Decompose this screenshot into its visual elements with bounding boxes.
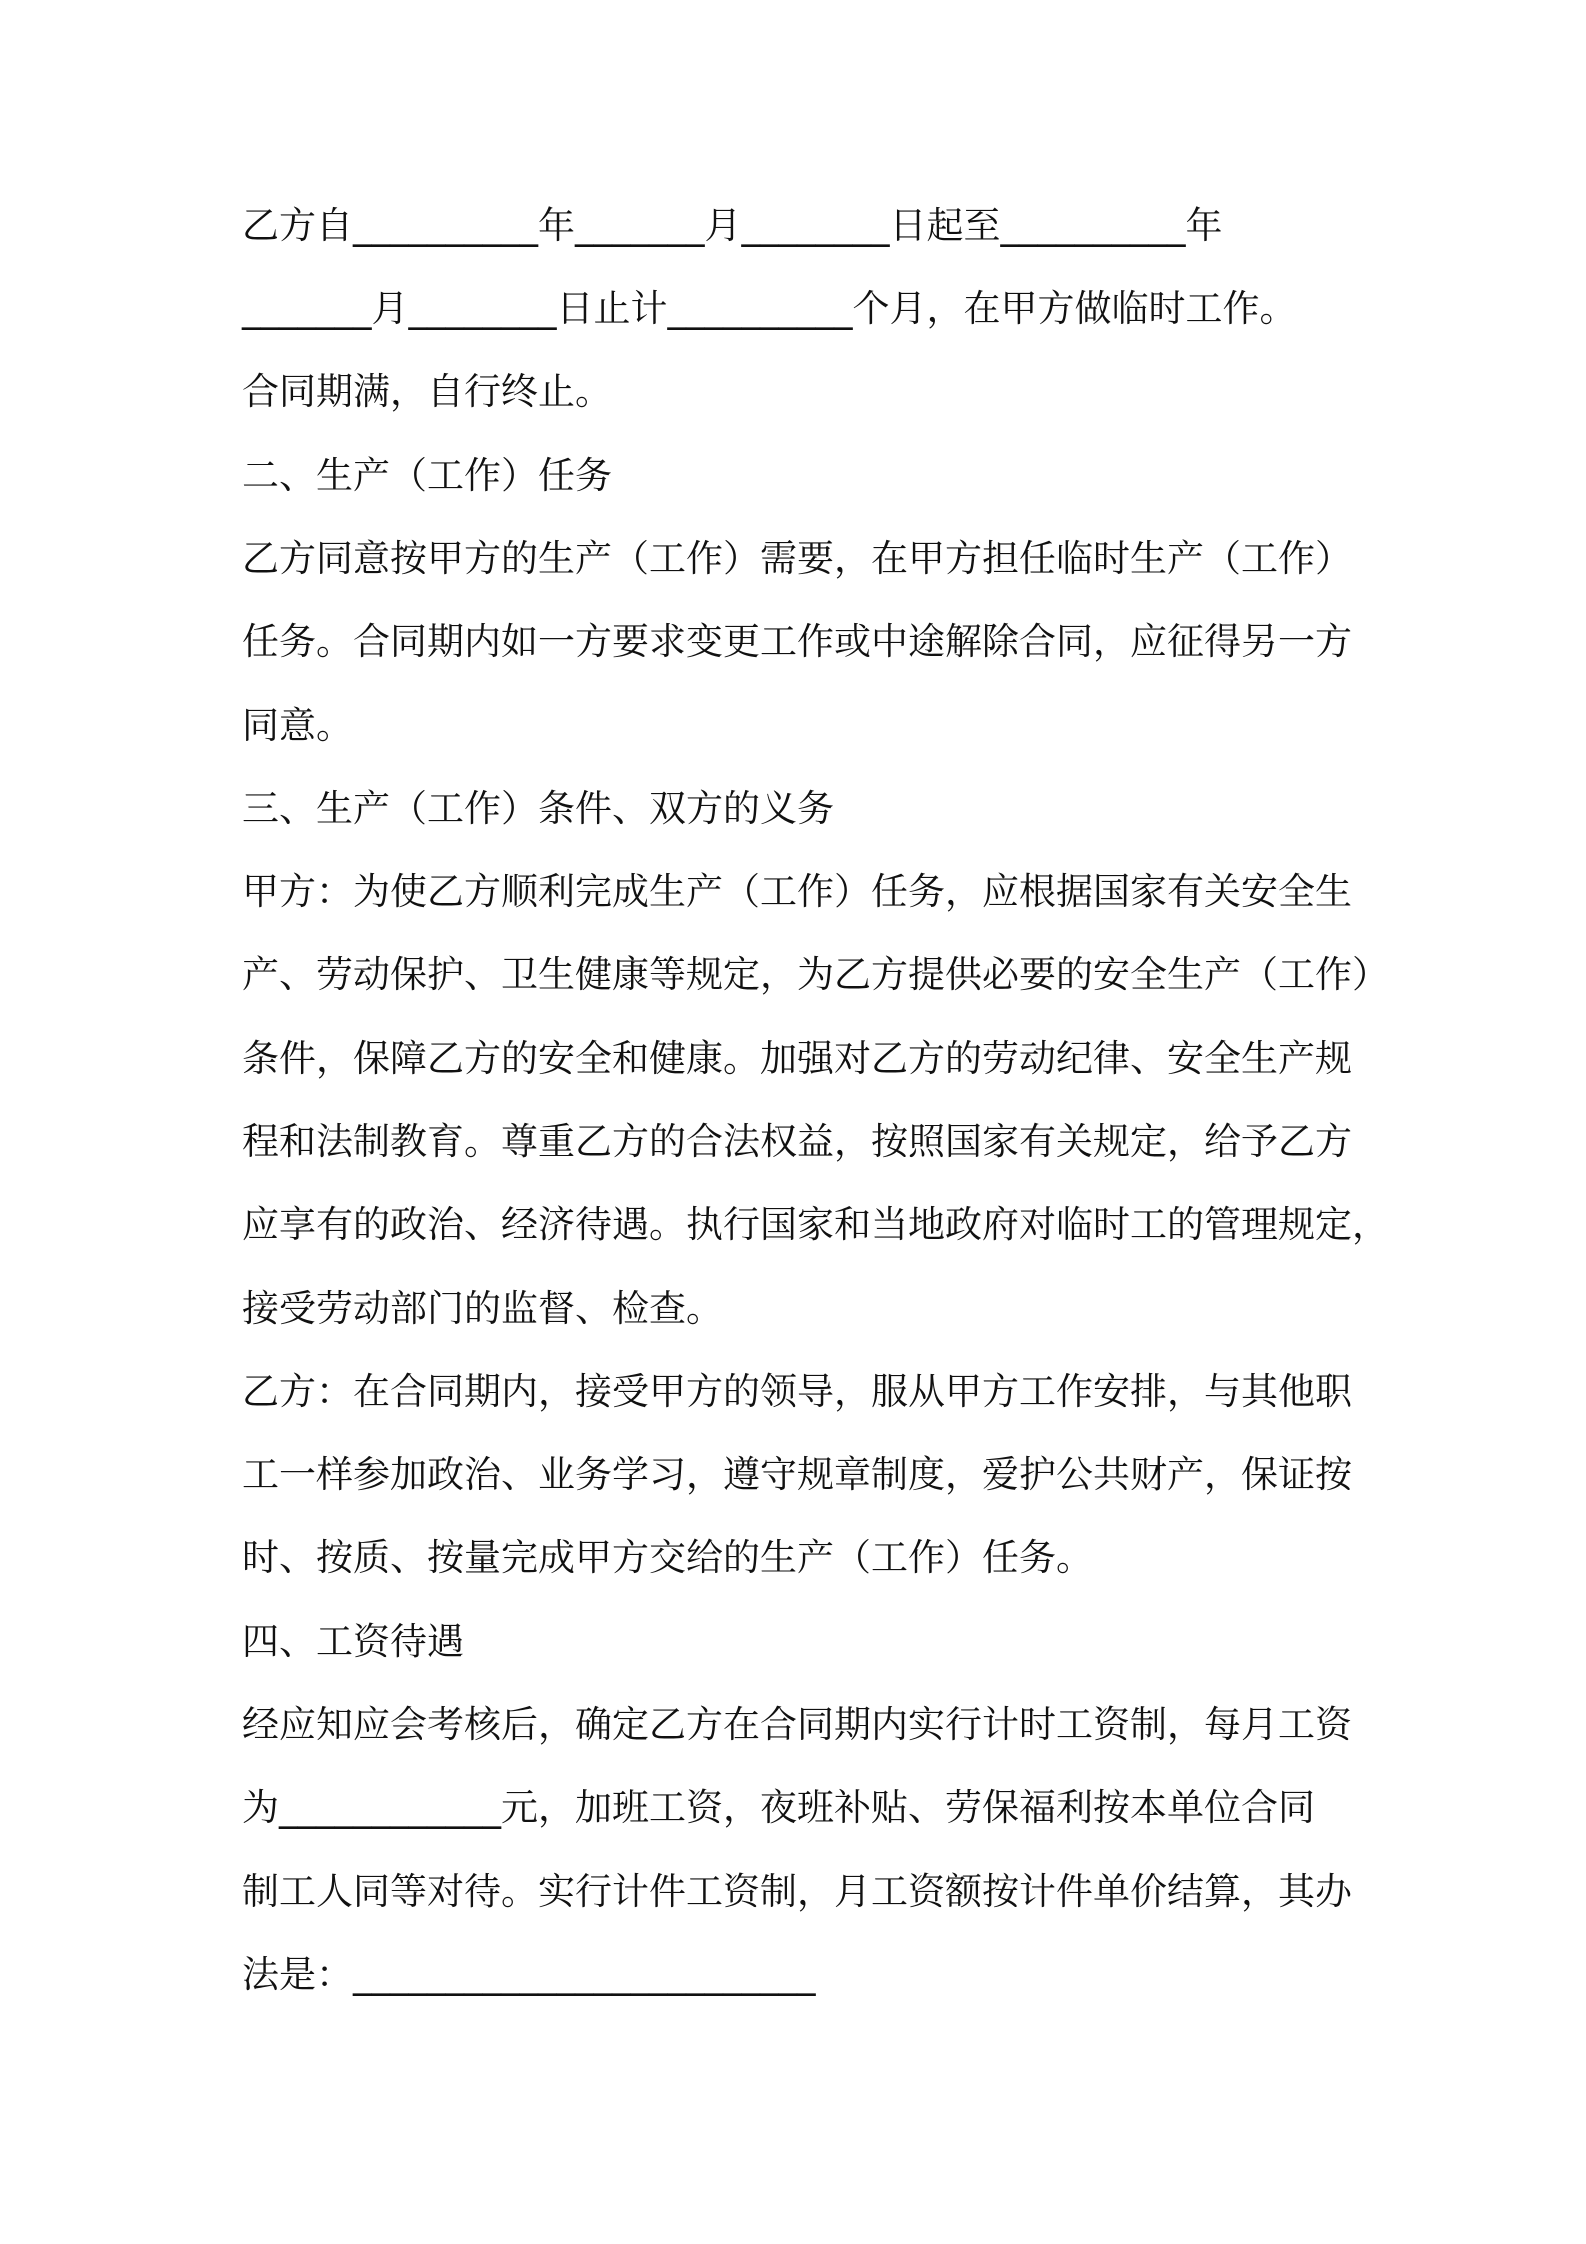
text-line: 为____________元，加班工资，夜班补贴、劳保福利按本单位合同 (242, 1786, 1315, 1829)
text-line: 条件，保障乙方的安全和健康。加强对乙方的劳动纪律、安全生产规 (242, 1037, 1352, 1080)
text-line: 法是：_________________________ (242, 1953, 816, 1996)
text-line: 工一样参加政治、业务学习，遵守规章制度，爱护公共财产，保证按 (242, 1453, 1352, 1496)
section-heading: 四、工资待遇 (242, 1620, 464, 1663)
text-line: 合同期满，自行终止。 (242, 370, 612, 413)
text-line: 程和法制教育。尊重乙方的合法权益，按照国家有关规定，给予乙方 (242, 1120, 1352, 1163)
section-heading: 三、生产（工作）条件、双方的义务 (242, 787, 834, 830)
text-line: 乙方自__________年_______月________日起至__________年 (242, 204, 1223, 247)
text-line: 经应知应会考核后，确定乙方在合同期内实行计时工资制，每月工资 (242, 1703, 1352, 1746)
section-heading: 二、生产（工作）任务 (242, 454, 612, 497)
text-line: 接受劳动部门的监督、检查。 (242, 1287, 723, 1330)
text-line: 同意。 (242, 704, 353, 747)
text-line: 制工人同等对待。实行计件工资制，月工资额按计件单价结算，其办 (242, 1870, 1352, 1913)
text-line: 任务。合同期内如一方要求变更工作或中途解除合同，应征得另一方 (242, 620, 1352, 663)
text-line: _______月________日止计__________个月，在甲方做临时工作。 (242, 287, 1297, 330)
text-line: 时、按质、按量完成甲方交给的生产（工作）任务。 (242, 1536, 1093, 1579)
text-line: 应享有的政治、经济待遇。执行国家和当地政府对临时工的管理规定， (242, 1203, 1389, 1246)
text-line: 甲方：为使乙方顺利完成生产（工作）任务，应根据国家有关安全生 (242, 870, 1352, 913)
text-line: 乙方同意按甲方的生产（工作）需要，在甲方担任临时生产（工作） (242, 537, 1352, 580)
text-line: 乙方：在合同期内，接受甲方的领导，服从甲方工作安排，与其他职 (242, 1370, 1352, 1413)
text-line: 产、劳动保护、卫生健康等规定，为乙方提供必要的安全生产（工作） (242, 953, 1389, 996)
